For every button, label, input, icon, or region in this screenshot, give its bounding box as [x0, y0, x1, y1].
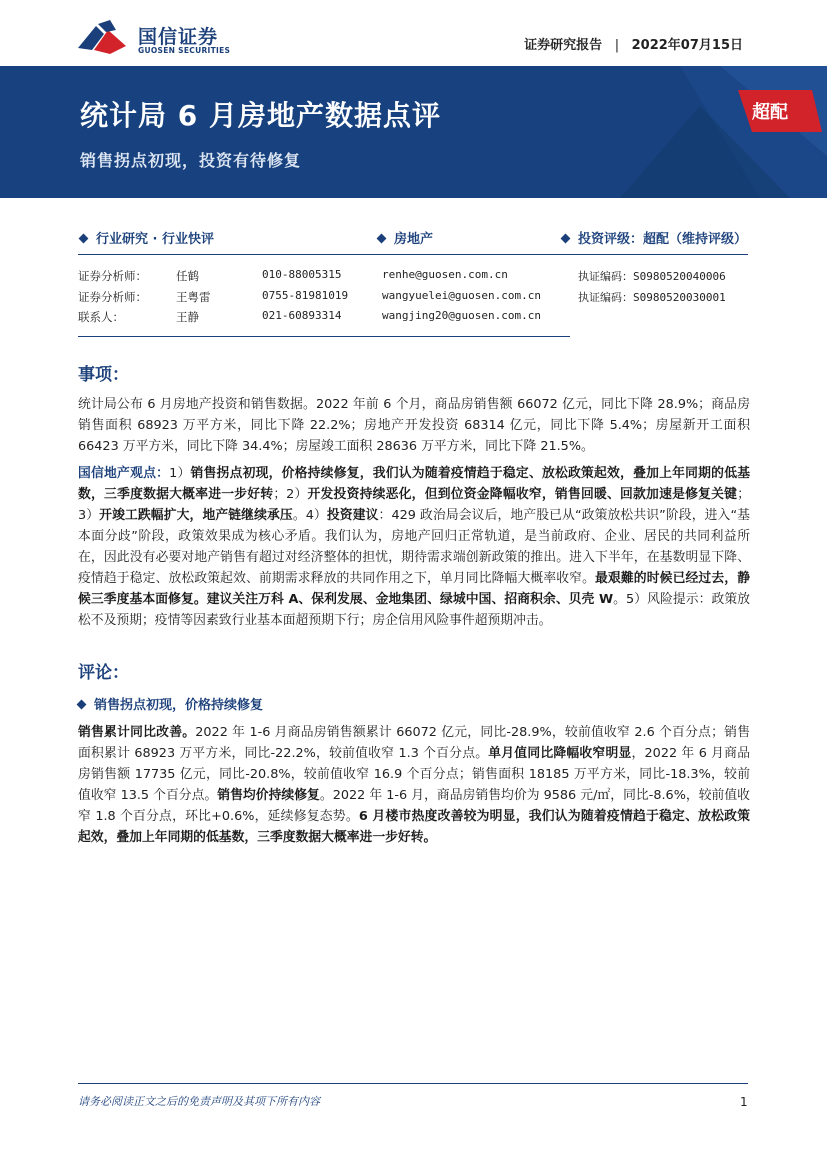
analyst-license: 执证编码：S0980520040006	[578, 270, 726, 283]
analyst-name: 任鹤	[176, 269, 199, 283]
report-type-date	[524, 34, 743, 53]
analyst-email: wangjing20@guosen.com.cn	[382, 309, 541, 322]
diamond-bullet-icon	[377, 234, 387, 244]
rating-badge: 超配	[752, 102, 788, 123]
view-label: 国信地产观点：	[78, 466, 170, 481]
footer-divider	[78, 1083, 748, 1084]
guosen-logo-icon	[78, 20, 126, 56]
header-separator: |	[614, 38, 620, 53]
logo-english-name: GUOSEN SECURITIES	[138, 46, 231, 55]
event-heading: 事项：	[78, 365, 129, 385]
analyst-role: 联系人：	[78, 310, 124, 324]
analyst-role: 证券分析师：	[78, 269, 147, 283]
diamond-bullet-icon	[77, 700, 87, 710]
guosen-view-paragraph: 国信地产观点：1）销售拐点初现，价格持续修复，我们认为随着疫情趋于稳定、放松政策起效，叠加上年同期的低基数，三季度数据大概率进一步好转；2）开发投资持续恶化，但到位资金降幅收窄，销售回暖、回款加速是修复关键；3）开竣工跌幅扩大，地产链继续承压。4）投资建议：429 政治局会议后，地产股已从“政策放松共识”阶段，进入“基本面分歧”阶段，政策效果成为核心矛盾。我们认为，房地产回归正常轨道，是当前政府、企业、居民的共同利益所在，因此没有必要对地产销售有超过对经济整体的担忧，期待需求端创新政策的推出。进入下半年，在基数明显下降、疫情趋于稳定、放松政策起效、前期需求释放的共同作用之下，单月同比降幅大概率收窄。最艰難的时候已经过去，静候三季度基本面修复。建议关注万科 A、保利发展、金地集团、绿城中国、招商积余、贝壳 W。5）风险提示：政策放松不及预期；疫情等因素致行业基本面超预期下行；房企信用风险事件超预期冲击。	[78, 466, 751, 628]
investment-rating: 投资评级：超配（维持评级）	[562, 228, 747, 247]
comment-sub-heading: 销售拐点初现，价格持续修复	[78, 694, 263, 713]
analyst-phone: 010-88005315	[262, 268, 342, 281]
page-number: 1	[740, 1095, 748, 1109]
report-date: 2022年07月15日	[631, 38, 743, 53]
industry-tag: 房地产	[378, 228, 433, 247]
analyst-license: 执证编码：S0980520030001	[578, 291, 726, 304]
analyst-name: 王粤雷	[176, 290, 211, 304]
report-type: 证券研究报告	[524, 38, 603, 53]
event-summary: 统计局公布 6 月房地产投资和销售数据。2022 年前 6 个月，商品房销售额 66072 亿元，同比下降 28.9%；商品房销售面积 68923 万平方米，同比下降 22.2%；房地产开发投资 68314 亿元，同比下降 5.4%；房屋新开工面积 66423 万平方米，同比下降 34.4%；房屋竣工面积 28636 万平方米，同比下降 21.5%。	[78, 397, 750, 454]
analyst-name: 王静	[176, 310, 199, 324]
report-title: 统计局 6 月房地产数据点评	[80, 99, 441, 132]
footer-disclaimer: 请务必阅读正文之后的免责声明及其项下所有内容	[78, 1095, 320, 1108]
analyst-phone: 0755-81981019	[262, 289, 349, 302]
title-banner	[0, 66, 827, 198]
analyst-phone: 021-60893314	[262, 309, 342, 322]
research-type: 行业研究 · 行业快评	[80, 228, 214, 247]
analyst-email: wangyuelei@guosen.com.cn	[382, 289, 541, 302]
comment-paragraph: 销售累计同比改善。2022 年 1-6 月商品房销售额累计 66072 亿元，同比-28.9%，较前值收窄 2.6 个百分点；销售面积累计 68923 万平方米，同比-22.2%，较前值收窄 1.3 个百分点。单月值同比降幅收窄明显，2022 年 6 月商品房销售额 17735 亿元，同比-20.8%，较前值收窄 16.9 个百分点；销售面积 18185 万平方米，同比-18.3%，较前值收窄 13.5 个百分点。销售均价持续修复。2022 年 1-6 月，商品房销售均价为 9586 元/㎡，同比-8.6%，较前值收窄 1.8 个百分点，环比+0.6%，延续修复态势。6 月楼市热度改善较为明显，我们认为随着疫情趋于稳定、放松政策起效，叠加上年同期的低基数，三季度数据大概率进一步好转。	[78, 725, 750, 845]
divider	[78, 254, 748, 255]
comment-heading: 评论：	[78, 663, 129, 683]
diamond-bullet-icon	[561, 234, 571, 244]
banner-decoration-icon	[560, 66, 827, 198]
diamond-bullet-icon	[79, 234, 89, 244]
event-paragraph	[78, 394, 750, 457]
divider	[78, 336, 570, 337]
analyst-role: 证券分析师：	[78, 290, 147, 304]
report-subtitle: 销售拐点初现，投资有待修复	[80, 151, 302, 170]
logo-chinese-name: 国信证券	[138, 26, 219, 48]
analyst-email: renhe@guosen.com.cn	[382, 268, 508, 281]
